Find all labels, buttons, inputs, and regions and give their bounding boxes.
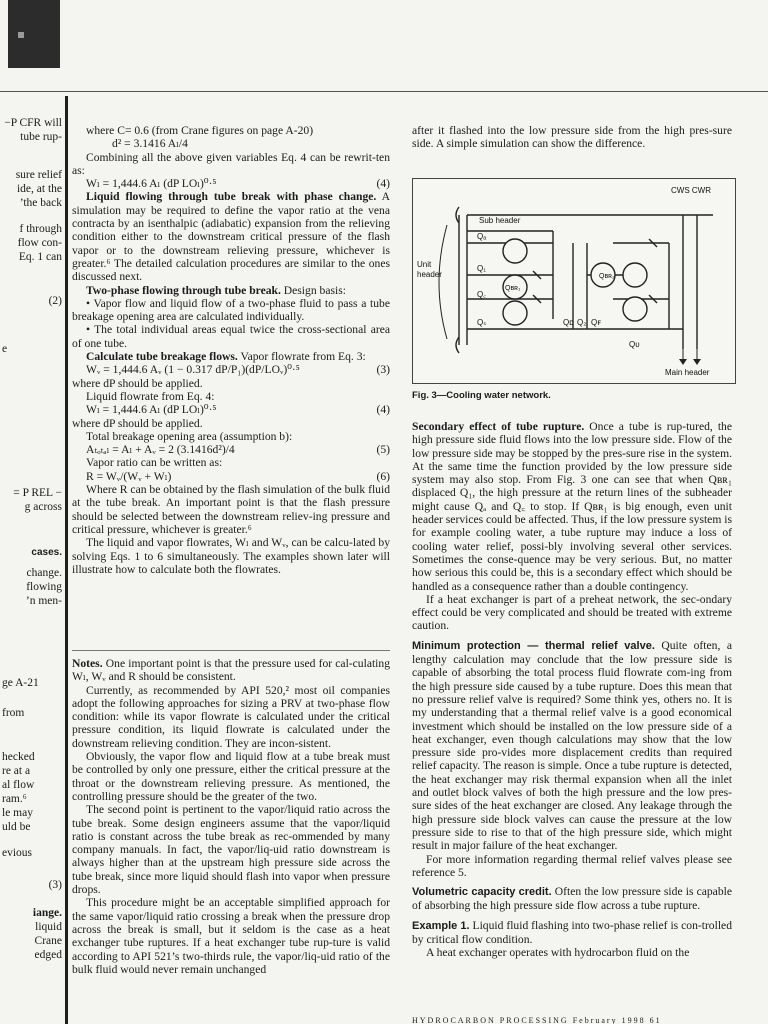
paragraph: Calculate tube breakage flows. Vapor flowrate from Eq. 3: <box>86 350 366 364</box>
margin-fragment: hecked <box>2 751 35 763</box>
section-rule <box>72 650 390 651</box>
margin-fragment: ge A-21 <box>2 677 39 689</box>
qbr1-label: Qʙʀ₁ <box>505 285 521 292</box>
sub-header-label: Sub header <box>479 216 521 225</box>
margin-fragment: liquid <box>35 921 62 933</box>
section-heading: Minimum protection — thermal relief valve. <box>412 639 655 652</box>
margin-fragment: Crane <box>34 935 62 947</box>
paragraph: Vapor ratio can be written as: <box>86 456 223 470</box>
margin-fragment: cases. <box>31 547 62 558</box>
paragraph: where C= 0.6 (from Crane figures on page A-20) <box>86 124 314 137</box>
paragraph: where dP should be applied. <box>72 376 203 390</box>
section-heading: Notes. <box>72 657 103 670</box>
paragraph: Notes. One important point is that the pressure used for cal-culating Wₗ, Wᵥ and R should be consistent. <box>72 657 390 684</box>
paragraph: after it flashed into the low pressure side from the high pres-sure side. A simple simulation can show the difference. <box>412 124 732 151</box>
margin-fragment: flowing <box>26 581 62 593</box>
qc-label: Q꜀ <box>477 290 486 299</box>
paragraph: Example 1. Liquid fluid flashing into two-phase relief is con-trolled by critical flow condition. <box>412 918 732 946</box>
section-heading: Volumetric capacity credit. <box>412 886 552 899</box>
paragraph: Currently, as recommended by API 520,² most oil companies adopt the following approaches for sizing a PRV at two-phase flow condition: while its vapor flowrate is calculated under the critical pressure condition, its liquid flowrate is calculated under the downstream relieving condition. They are incon-sistent. <box>72 683 390 750</box>
qbr2-label: Qʙʀ₂ <box>599 273 615 280</box>
cws-cwr-label: CWS CWR <box>671 186 711 195</box>
paragraph: Volumetric capacity credit. Often the low pressure side is capable of absorbing the high pressure side flow across a tube rupture. <box>412 885 732 913</box>
figure-caption: Fig. 3—Cooling water network. <box>412 390 551 401</box>
margin-fragment: −P CFR will <box>4 117 62 129</box>
q1-label: Q₁ <box>477 264 486 273</box>
bullet: • The total individual areas equal twice the cross-sectional area of one tube. <box>72 323 390 350</box>
margin-fragment: sure relief <box>15 169 62 181</box>
margin-fragment: edged <box>34 949 62 961</box>
equation-6: R = Wᵥ/(Wᵥ + Wₗ) (6) <box>86 469 390 483</box>
qu-label: Qᴜ <box>629 340 640 349</box>
main-header-label: Main header <box>665 368 710 377</box>
equation-3: Wᵥ = 1,444.6 Aᵥ (1 − 0.317 dP/P₁)(dP/LOᵥ)⁰·⁵ (3) <box>86 363 390 377</box>
margin-fragment: ide, at the <box>16 183 62 195</box>
page-footer: HYDROCARBON PROCESSING February 1998 61 <box>412 1016 662 1024</box>
paragraph: Total breakage opening area (assumption b): <box>86 429 293 443</box>
qs-label: Qₛ <box>477 318 487 327</box>
paragraph: Two-phase flowing through tube break. Design basis: <box>86 283 346 297</box>
right-column-body <box>412 420 732 960</box>
section-heading: Two-phase flowing through tube break. <box>86 283 281 297</box>
margin-fragment: flow con- <box>17 237 62 249</box>
paragraph: Liquid flowing through tube break with phase change. A simulation may be required to define the vapor ratio at the vena contracta by an isenthalpic (adiabatic) expansion from the relieving condition either to the downstream critical pressure of the flash vapor or to the downstream relieving pressure, whichever is greater.⁶ The detailed calculation procedures are similar to the ones discussed next. <box>72 190 390 284</box>
header-label: header <box>417 270 442 279</box>
section-heading: Liquid flowing through tube break with phase change. <box>86 190 377 204</box>
paragraph: Secondary effect of tube rupture. Once a tube is rup-tured, the high pressure side fluid flows into the low pressure side. Flow of the low pressure side may be stopped by the pres-sure rise in the system. At the same time the function provided by the low pressure side system may also stop. From Fig. 3 one can see that when Qʙʀ₁ displaced Q₁, the high pressure at the return lines of the subheader might cause Qₐ and Q꜀ to stop. If Qʙʀ₁ is big enough, even unit header services could be affected. Thus, if the low pressure system is for example cooling water, a tube rupture may induce a loss of cooling water relief, possi-bly involving several other services. Sometimes the conse-quence may be very serious. But, no matter how serious this could be, this is a secondary effect which should be handled as a consequence rather than a double contingency. <box>412 420 732 593</box>
paragraph: Minimum protection — thermal relief valve. Quite often, a lengthy calculation may conclude that the low pressure side is capable of absorbing the total process fluid flowrate com-ing from the high pressure side caused by a tube rupture. Does this mean that no pressure relief valve is required? Some think yes, others no. It is my understanding that a thermal relief valve is a good economical investment which should be installed on the low pressure side of a heat exchanger, even though calculations may show that the low pressure side pro-vides more displacement credits than required relief capacity. The reason is simple. Once a tube rupture is detected, the heat exchanger may risk thermal expansion when all the inlet and outlet block valves of both the high pressure and the low pres-sure sides of the heat exchanger are closed. Any leakage through the high pressure side block valves can cause the pressure at the low pressure side to rise to that of the high pressure side, which might result in major failure of the heat exchanger. <box>412 638 732 853</box>
margin-fragment: (3) <box>48 879 62 891</box>
margin-fragment: ’n men- <box>25 595 62 607</box>
left-column-upper <box>72 124 390 576</box>
paragraph: If a heat exchanger is part of a preheat network, the sec-ondary effect could be very complicated and should be treated with extreme caution. <box>412 592 732 633</box>
qf-label: Qꜰ <box>591 318 602 327</box>
page-corner-tab <box>8 0 60 68</box>
paragraph: The second point is pertinent to the vapor/liquid ratio across the tube break. Some design engineers assume that the vapor/liquid ratio is constant across the tube break as rec-ommended by many company manuals. In fact, the vapor/liq-uid ratio downstream is always higher than at the upstream high pressure side across the tube break, since more liquid should flash into vapor when pressure drops. <box>72 803 390 897</box>
paragraph: Liquid flowrate from Eq. 4: <box>86 389 215 403</box>
paragraph: For more information regarding thermal relief valves please see reference 5. <box>412 852 732 879</box>
paragraph: Combining all the above given variables Eq. 4 can be rewrit-ten as: <box>72 150 390 177</box>
margin-fragment: uld be <box>2 821 31 833</box>
margin-fragment: al flow <box>2 779 35 791</box>
exchanger-circle <box>503 301 527 325</box>
column-divider <box>65 96 68 1024</box>
corner-dot <box>18 32 24 38</box>
margin-fragment: g across <box>24 501 62 513</box>
margin-fragment: evious <box>2 847 33 859</box>
top-rule <box>0 91 768 92</box>
paragraph: This procedure might be an acceptable simplified approach for the same vapor/liquid ratio crossing a break when the pressure drop across the break is small, but it seldom is the case as a heat exchanger tube ruptures. If a heat exchanger tube rup-ture is valid according to API 521’s two-thirds rule, the vapor/liq-uid ratio of the bulk fluid would never remain unchanged <box>72 896 390 976</box>
paragraph: A heat exchanger operates with hydrocarbon fluid on the <box>426 946 690 960</box>
margin-fragment: from <box>2 707 25 719</box>
margin-fragment: (2) <box>48 295 62 307</box>
exchanger-circle <box>623 263 647 287</box>
equation: d² = 3.1416 Aₗ/4 <box>112 137 188 151</box>
equation-4b: Wₗ = 1,444.6 Aₗ (dP LOₗ)⁰·⁵ (4) <box>86 403 390 417</box>
section-heading: Calculate tube breakage flows. <box>86 350 238 364</box>
bullet: • Vapor flow and liquid flow of a two-phase fluid to pass a tube breakage opening area are calculated individually. <box>72 296 390 324</box>
qd-label: Qᴅ <box>563 318 574 327</box>
q2-label: Q₂ <box>577 318 587 327</box>
right-column-top <box>412 124 732 151</box>
margin-fragment: = P REL − <box>13 487 62 499</box>
margin-fragment: iange. <box>32 907 62 919</box>
paragraph: The liquid and vapor flowrates, Wₗ and Wᵥ, can be calcu-lated by solving Eqs. 1 to 6 simultaneously. The examples shown later will illustrate how to calculate both the flowrates. <box>72 536 390 576</box>
figure-cooling-water-network <box>412 178 736 384</box>
unit-label: Unit <box>417 260 432 269</box>
margin-fragment: tube rup- <box>20 131 62 143</box>
section-heading: Example 1. <box>412 919 470 932</box>
margin-fragment: e <box>2 343 8 355</box>
margin-fragment: le may <box>2 807 33 819</box>
margin-fragment: Eq. 1 can <box>18 251 62 263</box>
margin-fragment: re at a <box>2 765 31 777</box>
network-diagram <box>413 179 735 383</box>
paragraph: Obviously, the vapor flow and liquid flow at a tube break must be controlled by only one pressure, either the critical pressure at the throat or the downstream relieving pressure. As mentioned, the controlling pressure should be the greater of the two. <box>72 750 390 803</box>
equation-5: Aₜₒₜₐₗ = Aₗ + Aᵥ = 2 (3.1416d²)/4 (5) <box>86 443 390 457</box>
facing-page-margin <box>0 110 62 960</box>
exchanger-circle <box>623 297 647 321</box>
left-column-notes <box>72 657 390 976</box>
paragraph: where dP should be applied. <box>72 416 203 430</box>
exchanger-circle <box>503 239 527 263</box>
equation-4: Wₗ = 1,444.6 Aₗ (dP LOₗ)⁰·⁵ (4) <box>86 177 390 191</box>
margin-fragment: ’the back <box>19 197 62 209</box>
paragraph: Where R can be obtained by the flash simulation of the bulk fluid at the tube break. An important point is that the flash pressure should be selected between the downstream reliev-ing pressure and critical pressure, whichever is greater.⁶ <box>72 483 390 536</box>
qa-label: Qₐ <box>477 232 487 241</box>
margin-fragment: change. <box>26 567 62 579</box>
margin-fragment: f through <box>19 223 62 235</box>
margin-fragment: ram.⁶ <box>2 793 27 805</box>
section-heading: Secondary effect of tube rupture. <box>412 420 585 433</box>
